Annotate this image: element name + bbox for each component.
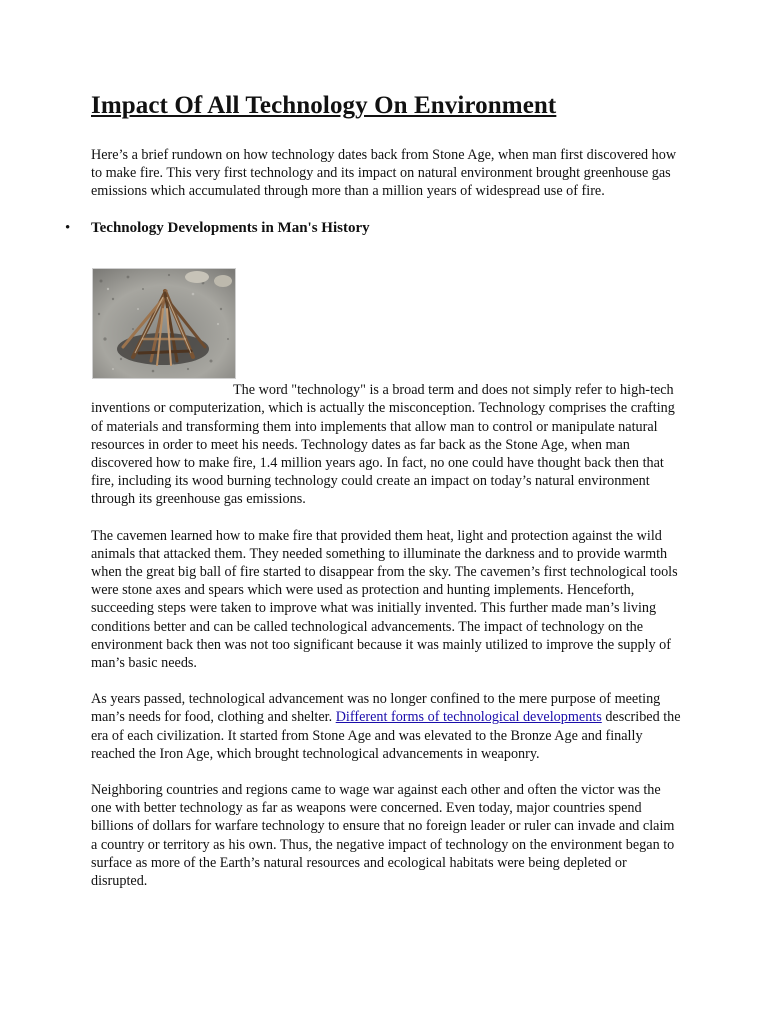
technology-forms-link[interactable]: Different forms of technological developments [335, 709, 602, 726]
paragraph-1: The word "technology" is a broad term and does not simply refer to high-tech inventions or computerization, which is actually the misconception. Technology comprises the crafting of materials and transforming them into implements that allow man to control or manipulate natural resources in order to meet his needs. Technology dates as far back as the Stone Age, when man discovered how to make fire, 1.4 million years ago. In fact, no one could have thought back then that fire, including its wood burning technology could create an impact on today’s natural environment through its greenhouse gas emissions. [91, 382, 675, 508]
bullet-item [65, 218, 681, 238]
paragraph-3 [91, 690, 681, 763]
campfire-image [92, 268, 236, 379]
article [65, 92, 681, 890]
paragraph-3-before-link: As years passed, technological advancement was no longer confined to the mere purpose of meeting man’s needs for food, clothing and shelter. [91, 691, 661, 726]
page-title: Impact Of All Technology On Environment [91, 92, 557, 119]
bullet-icon: • [65, 220, 71, 237]
intro-paragraph: Here’s a brief rundown on how technology dates back from Stone Age, when man first discovered how to make fire. This very first technology and its impact on natural environment brought greenhouse gas emissions which accumulated through more than a million years of widespread use of fire. [91, 146, 677, 199]
section-heading: Technology Developments in Man's History [91, 220, 370, 237]
paragraph-4: Neighboring countries and regions came to wage war against each other and often the victor was the one with better technology as far as weapons were concerned. Even today, major countries spend billions of dollars for warfare technology to ensure that no foreign leader or ruler can invade and claim a country or territory as his own. Thus, the negative impact of technology on the environment began to surface as more of the Earth’s natural resources and ecological habitats were being depleted or disrupted. [91, 781, 675, 889]
paragraph-3-after-link: described the era of each civilization. It started from Stone Age and was elevated to the Bronze Age and finally reached the Iron Age, which brought technological advancements in weaponry. [91, 709, 681, 762]
paragraph-2: The cavemen learned how to make fire that provided them heat, light and protection against the wild animals that attacked them. They needed something to illuminate the darkness and to provide warmth when the great big ball of fire started to disappear from the sky. The cavemen’s first technological tools were stone axes and spears which were used as protection and hunting implements. Henceforth, succeeding steps were taken to improve what was initially invented. This further made man’s living conditions better and can be called technological advancements. The impact of technology on the environment back then was not too significant because it was mainly utilized to improve the supply of man’s basic needs. [91, 527, 678, 671]
bullet-list [65, 218, 681, 238]
